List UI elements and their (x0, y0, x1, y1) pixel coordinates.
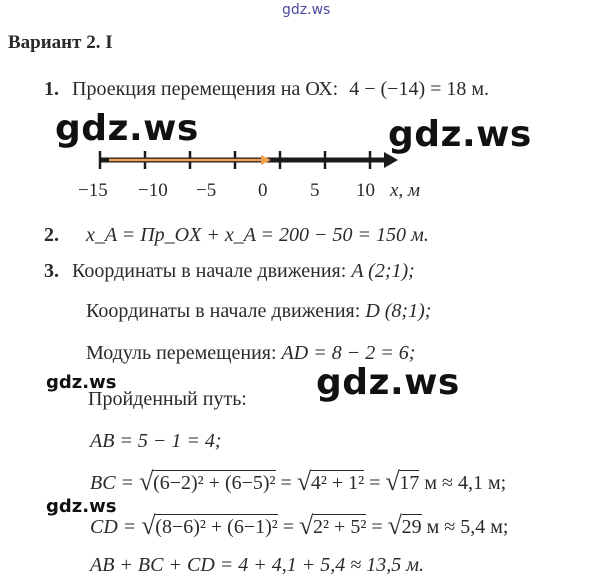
displacement-arrowhead (261, 155, 271, 165)
watermark-top: gdz.ws (282, 2, 331, 18)
number-line (90, 146, 400, 176)
tick-label: −10 (138, 180, 168, 201)
tick-label: 10 (356, 180, 375, 201)
variant-title: Вариант 2. I (8, 32, 113, 53)
tick-label: 0 (258, 180, 268, 201)
cd-tail: м ≈ 5,4 м; (426, 516, 509, 538)
axis-tick-labels (78, 180, 458, 206)
bc-tail: м ≈ 4,1 м; (424, 472, 507, 494)
task1-number: 1. (44, 78, 59, 100)
task2-formula: x_A = Пр_OX + x_A = 200 − 50 = 150 м. (86, 224, 429, 246)
watermark-right: gdz.ws (388, 114, 532, 155)
watermark-center: gdz.ws (316, 362, 460, 403)
task2-line (44, 224, 429, 247)
bc-root-3: √ 17 (385, 467, 420, 496)
task3-start-label: Координаты в начале движения: (72, 260, 347, 282)
task3-number: 3. (44, 260, 59, 282)
bc-root-1: √ (6−2)² + (6−5)² (139, 467, 276, 496)
tick-label: 5 (310, 180, 320, 201)
task3-cd (90, 511, 509, 540)
task2-number: 2. (44, 224, 59, 246)
axis-arrowhead (384, 152, 398, 168)
task3-end-label: Координаты в начале движения: (86, 300, 361, 322)
task3-modulus-value: AD = 8 − 2 = 6; (281, 342, 416, 364)
task3-start-value: A (2;1); (351, 260, 415, 282)
bc-root-2: √ 4² + 1² (296, 467, 365, 496)
cd-root-2: √ 2² + 5² (299, 511, 367, 540)
watermark-small-1: gdz.ws (46, 372, 117, 393)
cd-eq-1: = (282, 516, 295, 538)
task1-text: Проекция перемещения на ОХ: (72, 78, 339, 100)
axis-unit-label: x, м (390, 180, 421, 201)
tick-label: −5 (196, 180, 217, 201)
task3-end-value: D (8;1); (365, 300, 432, 322)
task3-line-2 (86, 300, 431, 323)
task3-bc (90, 467, 507, 496)
watermark-small-2: gdz.ws (46, 496, 117, 517)
tick-label: −15 (78, 180, 108, 201)
bc-eq-1: = (280, 472, 292, 494)
task3-sum: AB + BC + CD = 4 + 4,1 + 5,4 ≈ 13,5 м. (90, 554, 424, 576)
task3-line-3 (86, 342, 415, 365)
task3-path-label: Пройденный путь: (88, 388, 247, 410)
bc-left: BC = (90, 472, 135, 494)
task3-modulus-label: Модуль перемещения: (86, 342, 277, 364)
cd-left: CD = (90, 516, 137, 538)
task1-line (44, 78, 489, 101)
cd-root-3: √ 29 (387, 511, 422, 540)
task3-line-1 (44, 260, 415, 283)
task3-ab: AB = 5 − 1 = 4; (90, 430, 222, 452)
bc-eq-2: = (369, 472, 381, 494)
watermark-left: gdz.ws (55, 108, 199, 149)
cd-eq-2: = (371, 516, 383, 538)
cd-root-1: √ (8−6)² + (6−1)² (141, 511, 278, 540)
task1-formula: 4 − (−14) = 18 м. (349, 78, 490, 100)
